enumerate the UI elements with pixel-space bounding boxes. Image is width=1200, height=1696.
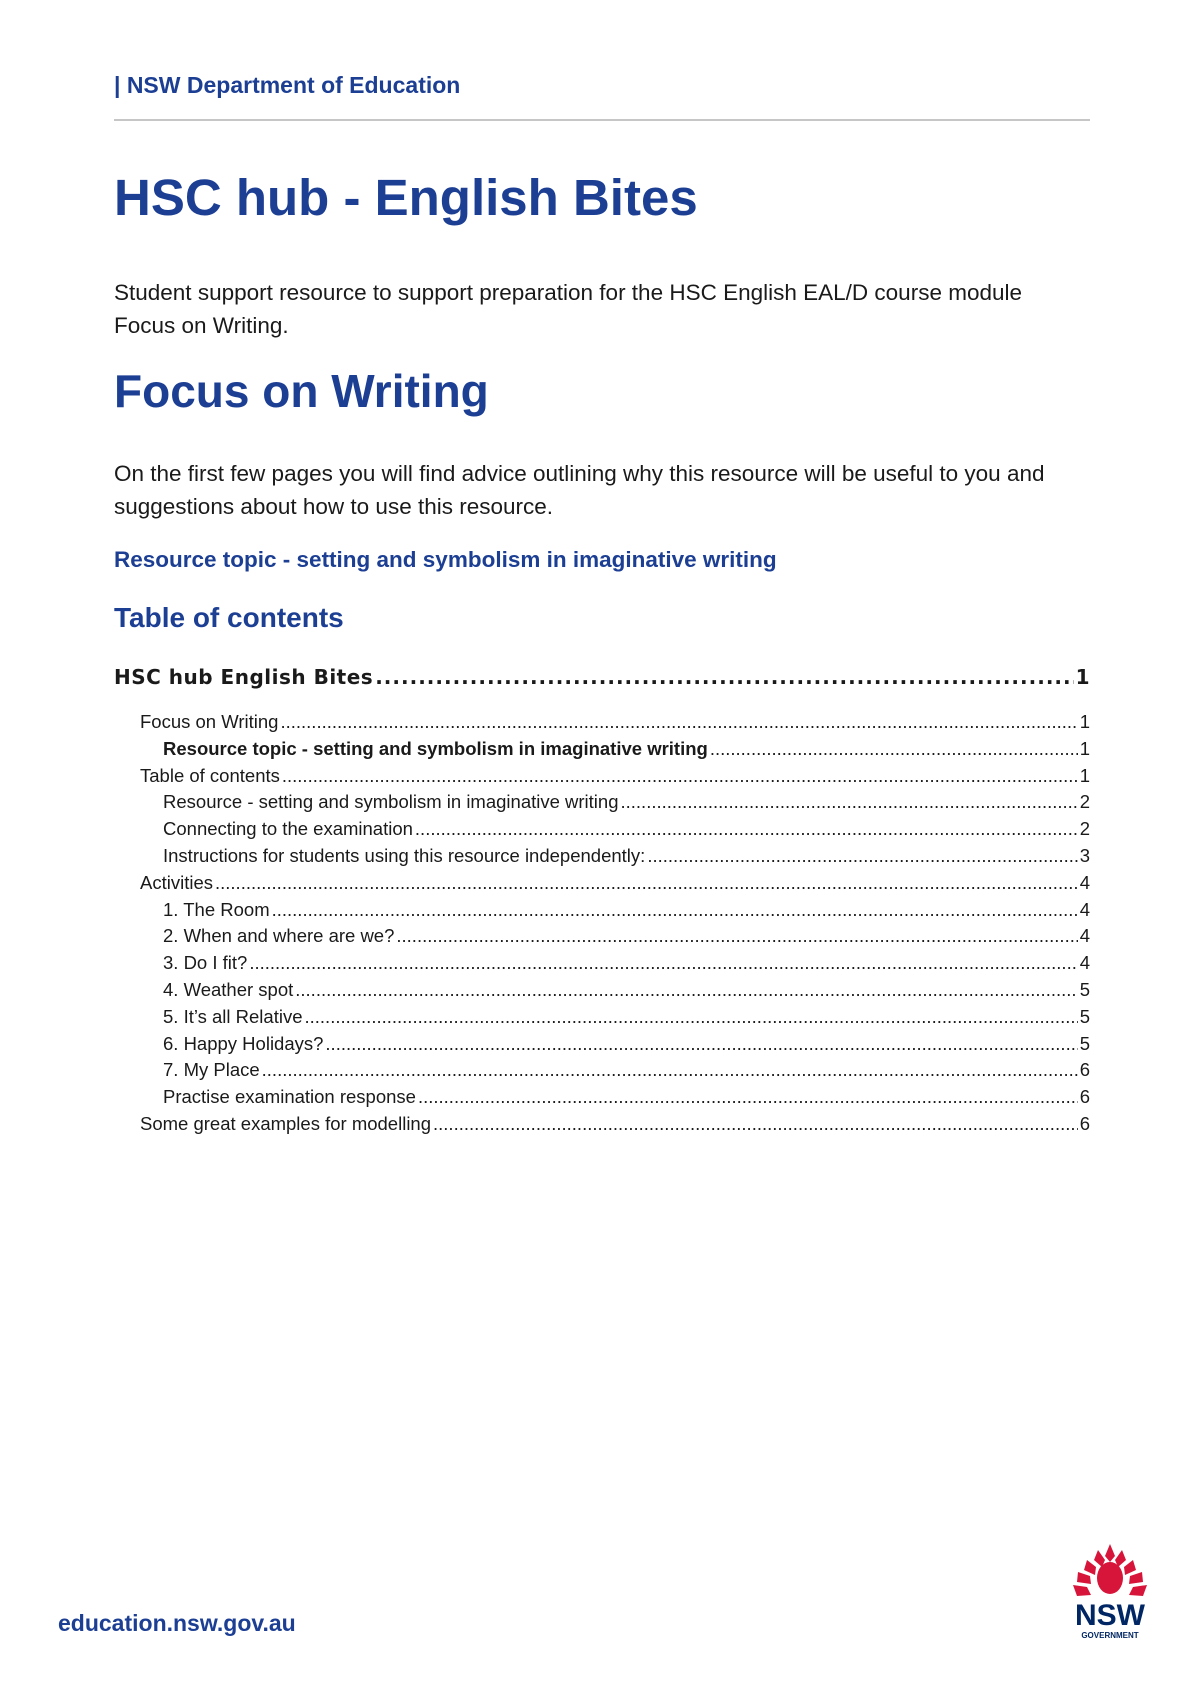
- toc-entry[interactable]: [114, 1113, 1090, 1140]
- toc-leader-dots: [396, 925, 1077, 947]
- toc-entry-text: HSC hub English Bites: [114, 665, 374, 689]
- nsw-government-logo: [1065, 1540, 1155, 1650]
- toc-entry-page: 1: [1079, 764, 1090, 786]
- toc-entry-text: Practise examination response: [163, 1086, 416, 1108]
- toc-entry-page: 4: [1079, 898, 1090, 920]
- toc-leader-dots: [433, 1113, 1078, 1135]
- toc-entry-page: 2: [1079, 791, 1090, 813]
- toc-entry-text: Table of contents: [140, 764, 280, 786]
- toc-entry-text: 6. Happy Holidays?: [163, 1032, 324, 1054]
- toc-entry[interactable]: [114, 711, 1090, 738]
- toc-leader-dots: [710, 738, 1078, 760]
- logo-wordmark: NSW: [1075, 1599, 1145, 1632]
- toc-entry-text: 4. Weather spot: [163, 978, 294, 1000]
- toc-leader-dots: [262, 1059, 1078, 1081]
- toc-entry-page: 1: [1075, 665, 1090, 689]
- section-paragraph: On the first few pages you will find advice outlining why this resource will be useful to you and suggestions about how to use this resource.: [114, 461, 1045, 519]
- toc-leader-dots: [647, 845, 1077, 867]
- toc-entry-text: Some great examples for modelling: [140, 1112, 432, 1134]
- toc-entry[interactable]: [114, 872, 1090, 899]
- toc-entry-text: Focus on Writing: [140, 711, 279, 732]
- toc-leader-dots: [215, 872, 1078, 894]
- toc-entry-text: 1. The Room: [163, 898, 270, 920]
- toc-entry-text: Connecting to the examination: [163, 818, 413, 840]
- toc-entry-text: Instructions for students using this resource independently:: [163, 844, 646, 866]
- toc-entry-page: 2: [1079, 818, 1090, 840]
- toc-entry-text: Activities: [140, 871, 213, 893]
- toc-entry-text: 5. It’s all Relative: [163, 1005, 303, 1027]
- resource-topic-heading: Resource topic - setting and symbolism in imaginative writing: [114, 547, 777, 572]
- toc-entry-text: Resource topic - setting and symbolism in imaginative writing: [163, 737, 708, 759]
- page-title: HSC hub - English Bites: [114, 169, 698, 226]
- header-divider: [114, 119, 1090, 121]
- toc-entry[interactable]: [114, 791, 1090, 818]
- waratah-icon: [1073, 1544, 1147, 1596]
- toc-leader-dots: [272, 899, 1078, 921]
- toc-leader-dots: [249, 952, 1077, 974]
- toc-entry-text: 7. My Place: [163, 1059, 260, 1081]
- department-header: | NSW Department of Education: [114, 72, 461, 98]
- toc-entry-page: 4: [1079, 952, 1090, 974]
- toc-heading: Table of contents: [114, 602, 344, 633]
- toc-entry-text: 2. When and where are we?: [163, 925, 395, 947]
- toc-leader-dots: [418, 1086, 1078, 1108]
- toc-entry[interactable]: [114, 1086, 1090, 1113]
- toc-entry[interactable]: [114, 818, 1090, 845]
- toc-entry-text: 3. Do I fit?: [163, 952, 248, 974]
- toc-entry[interactable]: [114, 925, 1090, 952]
- section-heading: Focus on Writing: [114, 365, 489, 417]
- toc-entry[interactable]: [114, 952, 1090, 979]
- toc-leader-dots: [282, 765, 1078, 787]
- logo-subtext: GOVERNMENT: [1081, 1631, 1139, 1640]
- toc-entry[interactable]: [114, 845, 1090, 872]
- toc-entry-page: 6: [1079, 1086, 1090, 1108]
- toc-entry-page: 1: [1079, 711, 1090, 732]
- toc-leader-dots: [325, 1033, 1077, 1055]
- toc-leader-dots: [280, 711, 1077, 733]
- footer-website-link[interactable]: education.nsw.gov.au: [58, 1610, 296, 1636]
- toc-leader-dots: [621, 791, 1078, 813]
- toc-entry-text: Resource - setting and symbolism in imaginative writing: [163, 791, 619, 813]
- table-of-contents: [114, 665, 1090, 1140]
- toc-leader-dots: [415, 818, 1078, 840]
- intro-paragraph: Student support resource to support preparation for the HSC English EAL/D course module Focus on Writing.: [114, 280, 1022, 338]
- toc-entry[interactable]: [114, 765, 1090, 792]
- toc-entry[interactable]: [114, 1006, 1090, 1033]
- toc-entry-page: 5: [1079, 1032, 1090, 1054]
- toc-leader-dots: [295, 979, 1077, 1001]
- toc-entry[interactable]: [114, 1059, 1090, 1086]
- toc-entry-page: 6: [1079, 1059, 1090, 1081]
- toc-leader-dots: [375, 665, 1073, 689]
- toc-entry-page: 5: [1079, 978, 1090, 1000]
- toc-entry[interactable]: [114, 979, 1090, 1006]
- toc-entry-page: 4: [1079, 925, 1090, 947]
- toc-entry[interactable]: [114, 899, 1090, 926]
- toc-leader-dots: [305, 1006, 1078, 1028]
- toc-entry-page: 6: [1079, 1112, 1090, 1134]
- toc-entry-page: 3: [1079, 844, 1090, 866]
- toc-entry-page: 4: [1079, 871, 1090, 893]
- toc-entry-page: 1: [1079, 737, 1090, 759]
- toc-entry[interactable]: [114, 1033, 1090, 1060]
- toc-entry[interactable]: [114, 665, 1090, 695]
- toc-entry[interactable]: [114, 738, 1090, 765]
- toc-entry-page: 5: [1079, 1005, 1090, 1027]
